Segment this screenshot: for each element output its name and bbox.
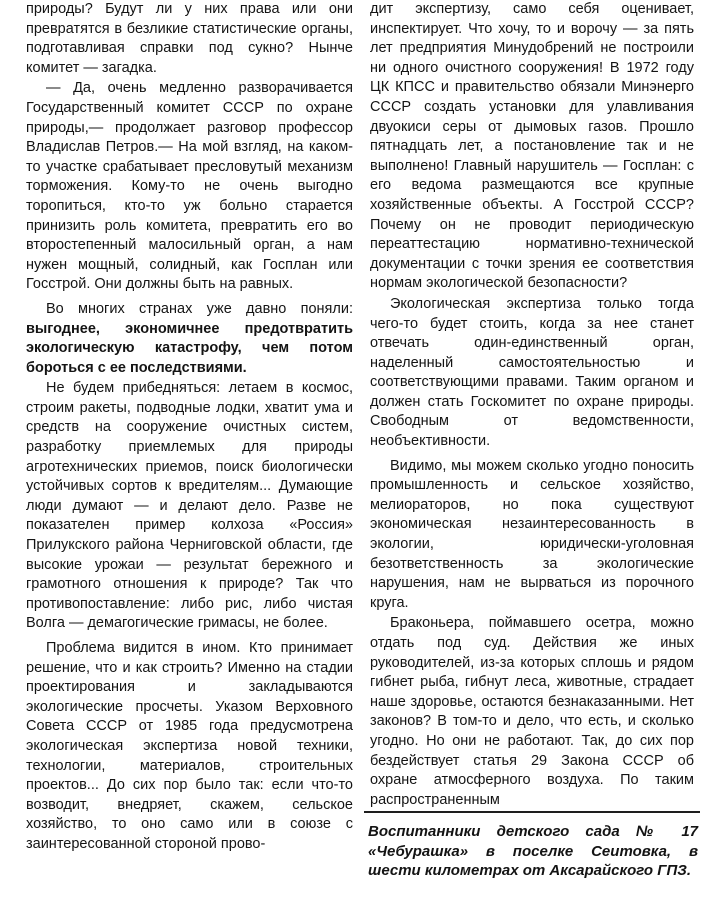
paragraph: дит экспертизу, само себя оценивает, инспектирует. Что хочу, то и ворочу — за пять лет предприятия Минудобрений не построили ни одного очистного сооружения! В 1972 году ЦК КПСС и правительство обязали Минэнерго СССР создать установки для улавливания двуокиси серы от дымовых газов. Прошло пятнадцать лет, а постановление так и не выполнено! Главный нарушитель — Госплан: с его ведома размещаются все крупные хозяйственные объекты. А Госстрой СССР? Почему он не проводит периодическую переаттестацию нормативно-технической документации с точки зрения ее соответствия нормам экологической безопасности?: [370, 1, 694, 292]
paragraph: природы? Будут ли у них права или они превратятся в безликие статистические органы, подготавливая справки под сукно? Нынче комитет — загадка.: [26, 1, 353, 76]
caption-divider: [364, 811, 700, 813]
paragraph: Видимо, мы можем сколько угодно поносить промышленность и сельское хозяйство, мелиораторов, но пока существуют экономическая незаинтересованность в экологии, юридически-уголовная безответственность за экологические нарушения, нам не вырваться из порочного круга.: [370, 457, 694, 611]
paragraph: Экологическая экспертиза только тогда чего-то будет стоить, когда за нее станет отвечать один-единственный орган, наделенный самостоятельностью и соответствующими правами. Таким органом и должен стать Госкомитет по охране природы. Свободным от ведомственности, необъективности.: [370, 295, 694, 450]
left-column: [26, 0, 353, 856]
paragraph: Проблема видится в ином. Кто принимает решение, что и как строить? Именно на стадии проектирования и закладываются экологические просчеты. Указом Верховного Совета СССР от 1985 года предусмотрена экологическая экспертиза новой техники, технологии, материалов, строительных проектов... До сих пор было так: если что-то возводит, внедряет, скажем, сельское хозяйство, то оно само или в союзе с заинтересованной стороной прово-: [26, 640, 353, 852]
paragraph-intro: Во многих странах уже давно поняли:: [46, 300, 353, 317]
photo-caption: Воспитанники детского сада № 17 «Чебурашка» в поселке Сеитовка, в шести километрах от Аксарайского ГПЗ.: [368, 823, 698, 879]
right-column: [370, 0, 694, 811]
paragraph: Браконьера, поймавшего осетра, можно отдать под суд. Действия же иных руководителей, из-за которых сплошь и рядом гибнет рыба, гибнут леса, животные, страдает наше здоровье, остаются безнаказанными. Нет законов? В том-то и дело, что есть, и сколько угодно. Но они не работают. Так, до сих пор бездействует статья 29 Закона СССР об охране атмосферного воздуха. По таким распространенным: [370, 615, 694, 808]
paragraph-highlight: [26, 300, 353, 378]
bold-statement: выгоднее, экономичнее предотвратить экологическую катастрофу, чем потом бороться с ее последствиями.: [26, 320, 353, 376]
paragraph: — Да, очень медленно разворачивается Государственный комитет СССР по охране природы,— продолжает разговор профессор Владислав Петров.— На мой взгляд, на каком-то участке срабатывает пресловутый механизм торможения. Кому-то не очень выгодно торопиться, кто-то уж больно старается принизить роль комитета, превратить его во второстепенный малосильный орган, а нам нужен мощный, солидный, как Госплан или Госстрой. Они должны быть на равных.: [26, 80, 353, 293]
paragraph: Не будем прибедняться: летаем в космос, строим ракеты, подводные лодки, хватит ума и средств на сооружение очистных систем, разработку приемлемых для природы агротехнических приемов, поиск биологически устойчивых сортов к вредителям... Думающие люди думают — и делают дело. Разве не показателен пример колхоза «Россия» Прилукского района Черниговской области, где высокие урожаи — результат бережного и грамотного отношения к природе? Так что противопоставление: либо рис, либо чистая Волга — демагогические гримасы, не более.: [26, 380, 353, 632]
